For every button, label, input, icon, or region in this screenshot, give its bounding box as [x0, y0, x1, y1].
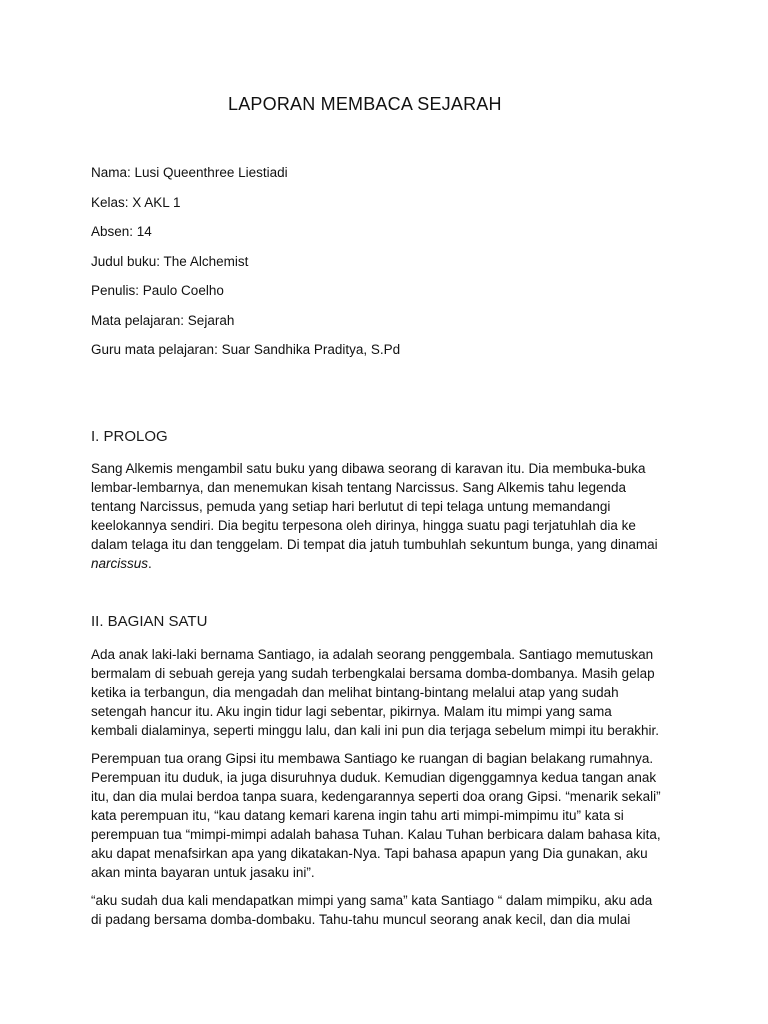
text-line: Perempuan tua orang Gipsi itu membawa Santiago ke ruangan di bagian belakang rumahnya. — [91, 751, 654, 766]
text-line: keelokannya sendiri. Dia begitu terpesona oleh dirinya, hingga suatu pagi terjatuhlah dia ke — [91, 518, 636, 533]
text-line: tentang Narcissus, pemuda yang setiap hari berlutut di tepi telaga untung memandangi — [91, 499, 611, 514]
text-line: dalam telaga itu dan tenggelam. Di tempat dia jatuh tumbuhlah sekuntum bunga, yang dinamai — [91, 537, 658, 552]
info-guru: Guru mata pelajaran: Suar Sandhika Praditya, S.Pd — [91, 342, 401, 357]
text-line: itu, dan dia mulai berdoa tanpa suara, kedengarannya seperti doa orang Gipsi. “menarik sekali” — [91, 789, 661, 804]
info-judul-buku: Judul buku: The Alchemist — [91, 253, 249, 269]
info-absen: Absen: 14 — [91, 224, 152, 239]
text-line-last — [91, 554, 691, 573]
text-line: ketika ia terbangun, dia mengadah dan melihat bintang-bintang melalui atap yang sudah — [91, 685, 619, 700]
text-line: lembar-lembarnya, dan menemukan kisah tentang Narcissus. Sang Alkemis tahu legenda — [91, 480, 627, 495]
text-line: di padang bersama domba-dombaku. Tahu-tahu muncul seorang anak kecil, dan dia mulai — [91, 912, 631, 927]
italic-term: narcissus — [91, 556, 149, 571]
text-line: Perempuan itu duduk, ia juga disuruhnya duduk. Kemudian digenggamnya kedua tangan anak — [91, 770, 657, 785]
text-line: kata perempuan itu, “kau datang kemari karena ingin tahu arti mimpi-mimpimu itu” kata si — [91, 808, 624, 823]
info-penulis: Penulis: Paulo Coelho — [91, 283, 224, 298]
text-line: “aku sudah dua kali mendapatkan mimpi yang sama” kata Santiago “ dalam mimpiku, aku ada — [91, 893, 653, 908]
paragraph-satu-3 — [91, 891, 691, 929]
text-line: akan minta bayaran untuk jasaku ini”. — [91, 865, 315, 880]
text-line: Sang Alkemis mengambil satu buku yang dibawa seorang di karavan itu. Dia membuka-buka — [91, 461, 646, 476]
info-nama: Nama: Lusi Queenthree Liestiadi — [91, 165, 288, 180]
student-info — [91, 163, 400, 370]
paragraph-satu-2 — [91, 749, 691, 882]
paragraph-prolog — [91, 459, 691, 573]
info-kelas: Kelas: X AKL 1 — [91, 194, 181, 210]
document-title: LAPORAN MEMBACA SEJARAH — [228, 94, 502, 114]
sentence-end: . — [148, 556, 152, 571]
paragraph-satu-1 — [91, 645, 691, 740]
heading-prolog: I. PROLOG — [91, 428, 168, 445]
text-line: kembali dialaminya, seperti minggu lalu, dan kali ini pun dia terjaga sebelum mimpi itu berakhir. — [91, 723, 660, 738]
text-line: perempuan tua “mimpi-mimpi adalah bahasa Tuhan. Kalau Tuhan berbicara dalam bahasa kita, — [91, 827, 661, 842]
heading-bagian-satu: II. BAGIAN SATU — [91, 613, 208, 630]
text-line: Ada anak laki-laki bernama Santiago, ia adalah seorang penggembala. Santiago memutuskan — [91, 647, 654, 662]
text-line: setengah hancur itu. Aku ingin tidur lagi sebentar, pikirnya. Malam itu mimpi yang sama — [91, 704, 612, 719]
text-line: bermalam di sebuah gereja yang sudah terbengkalai bersama domba-dombanya. Masih gelap — [91, 666, 655, 681]
info-mata-pelajaran: Mata pelajaran: Sejarah — [91, 312, 235, 328]
text-line: aku dapat menafsirkan apa yang dikatakan-Nya. Tapi bahasa apapun yang Dia gunakan, aku — [91, 846, 648, 861]
